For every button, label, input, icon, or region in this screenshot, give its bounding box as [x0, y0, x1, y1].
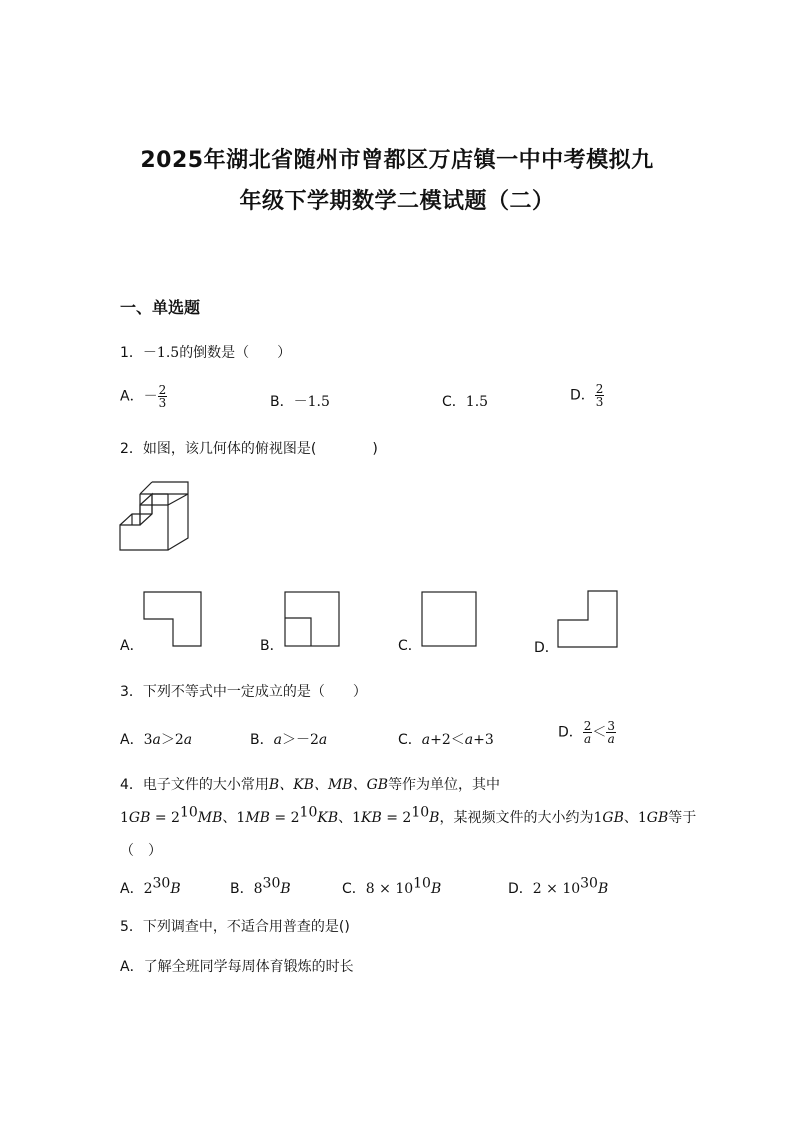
question-number: 1．	[120, 345, 143, 361]
q3-option-d[interactable]: D． $\frac{2}{a}$ ＜ $\frac{3}{a}$	[558, 719, 616, 746]
fraction: $\frac{3}{a}$	[607, 719, 616, 746]
fraction: $\frac{2}{3}$	[595, 382, 604, 409]
q2-option-a[interactable]: A．	[120, 638, 144, 654]
q1-option-a[interactable]: A．－ $\frac{2}{3}$	[120, 383, 167, 410]
question-4-line3: （ ）	[120, 843, 162, 859]
q3-option-c[interactable]: C．a+2＜a+3	[398, 732, 494, 748]
question-4-line2: $1GB = 2^{10}MB$、$1MB = 2^{10}KB$、$1KB = 2^{10}B$，某视频文件的大小约为1GB、1GB等于	[120, 804, 697, 826]
q1-option-d[interactable]: D． $\frac{2}{3}$	[570, 382, 604, 409]
q4-option-a[interactable]: A．$2^{30}B$	[120, 875, 181, 897]
question-3: 3．下列不等式中一定成立的是（ ）	[120, 684, 367, 700]
q1-option-b[interactable]: B．－1.5	[270, 394, 330, 410]
q3-option-b[interactable]: B．a＞－2a	[250, 732, 328, 748]
q5-option-a[interactable]: A．了解全班同学每周体育锻炼的时长	[120, 959, 354, 975]
doc-title-line2: 年级下学期数学二模试题（二）	[239, 189, 555, 214]
q2-option-c[interactable]: C．	[398, 638, 422, 654]
q3-option-a[interactable]: A．3a＞2a	[120, 732, 193, 748]
q2-option-b-figure	[284, 591, 340, 647]
question-2: 2．如图，该几何体的俯视图是( )	[120, 441, 378, 457]
q1-option-c[interactable]: C．1.5	[442, 394, 489, 410]
fraction: $\frac{2}{a}$	[583, 719, 592, 746]
q2-option-a-figure	[143, 591, 203, 647]
q4-option-b[interactable]: B．$8^{30}B$	[230, 875, 291, 897]
question-5: 5．下列调查中，不适合用普查的是()	[120, 919, 350, 935]
solid-figure	[118, 480, 194, 554]
question-1	[120, 342, 291, 362]
q2-option-c-figure	[421, 591, 477, 647]
q4-option-d[interactable]: D．$2 \times 10^{30}B$	[508, 875, 609, 897]
question-4-line1: 4．电子文件的大小常用B、KB、MB、GB等作为单位，其中	[120, 777, 501, 793]
doc-title-line1: 2025年湖北省随州市曾都区万店镇一中中考模拟九	[140, 148, 654, 173]
q2-option-b[interactable]: B．	[260, 638, 284, 654]
section-heading-single-choice: 一、单选题	[120, 298, 201, 317]
fraction: $\frac{2}{3}$	[158, 383, 167, 410]
q4-option-c[interactable]: C．$8 \times 10^{10}B$	[342, 875, 442, 897]
q2-option-d-figure	[557, 590, 619, 648]
q2-option-d[interactable]: D．	[534, 640, 559, 656]
question-text: 的倒数是（ ）	[179, 345, 292, 361]
q1-value: －1.5	[142, 345, 180, 361]
